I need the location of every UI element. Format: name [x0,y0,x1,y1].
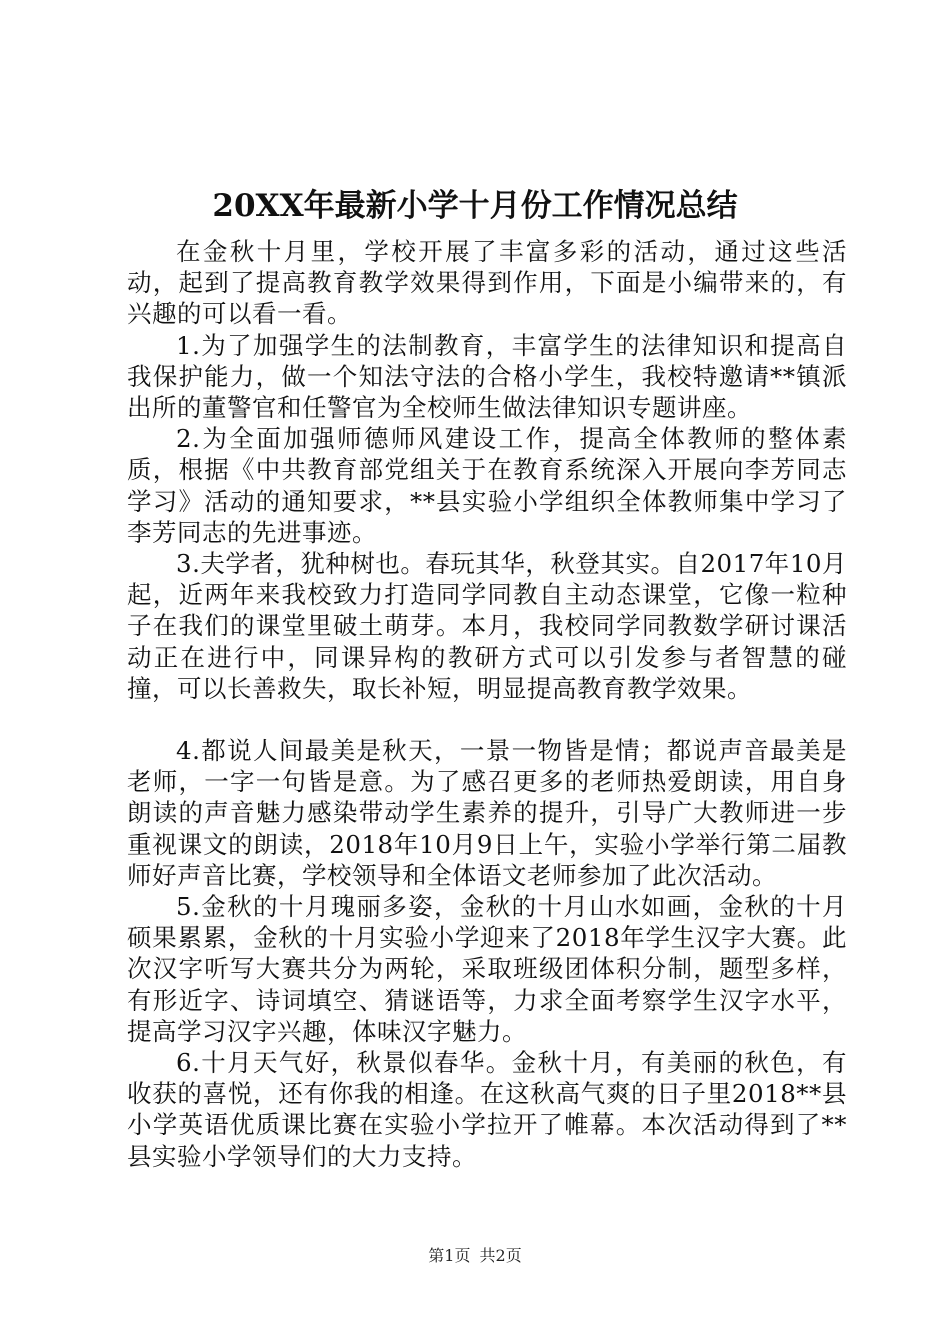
paragraph-item-2: 2.为全面加强师德师风建设工作，提高全体教师的整体素质，根据《中共教育部党组关于在教育系统深入开展向李芳同志学习》活动的通知要求，**县实验小学组织全体教师集中学习了李芳同志的先进事迹。 [127,424,847,547]
paragraph-item-4: 4.都说人间最美是秋天，一景一物皆是情；都说声音最美是老师，一字一句皆是意。为了感召更多的老师热爱朗读，用自身朗读的声音魅力感染带动学生素养的提升，引导广大教师进一步重视课文的朗读，2018年10月9日上午，实验小学举行第二届教师好声音比赛，学校领导和全体语文老师参加了此次活动。 [127,736,847,890]
paragraph-intro: 在金秋十月里，学校开展了丰富多彩的活动，通过这些活动，起到了提高教育教学效果得到作用，下面是小编带来的，有兴趣的可以看一看。 [127,237,847,329]
document-body [127,236,847,1172]
paragraph-item-5: 5.金秋的十月瑰丽多姿，金秋的十月山水如画，金秋的十月硕果累累，金秋的十月实验小学迎来了2018年学生汉字大赛。此次汉字听写大赛共分为两轮，采取班级团体积分制，题型多样，有形近字、诗词填空、猜谜语等，力求全面考察学生汉字水平，提高学习汉字兴趣，体味汉字魅力。 [127,892,847,1046]
page-number: 第1页 [428,1246,471,1265]
page-total: 共2页 [479,1246,522,1265]
page-footer [0,1244,950,1268]
paragraph-item-1: 1.为了加强学生的法制教育，丰富学生的法律知识和提高自我保护能力，做一个知法守法的合格小学生，我校特邀请**镇派出所的董警官和任警官为全校师生做法律知识专题讲座。 [127,330,847,423]
paragraph-item-3: 3.夫学者，犹种树也。春玩其华，秋登其实。自2017年10月起，近两年来我校致力打造同学同教自主动态课堂，它像一粒种子在我们的课堂里破土萌芽。本月，我校同学同教数学研讨课活动正在进行中，同课异构的教研方式可以引发参与者智慧的碰撞，可以长善救失，取长补短，明显提高教育教学效果。 [127,549,847,703]
document-title: 20XX年最新小学十月份工作情况总结 [212,188,738,224]
paragraph-item-6: 6.十月天气好，秋景似春华。金秋十月，有美丽的秋色，有收获的喜悦，还有你我的相逢。在这秋高气爽的日子里2018**县小学英语优质课比赛在实验小学拉开了帷幕。本次活动得到了**县实验小学领导们的大力支持。 [127,1048,847,1171]
